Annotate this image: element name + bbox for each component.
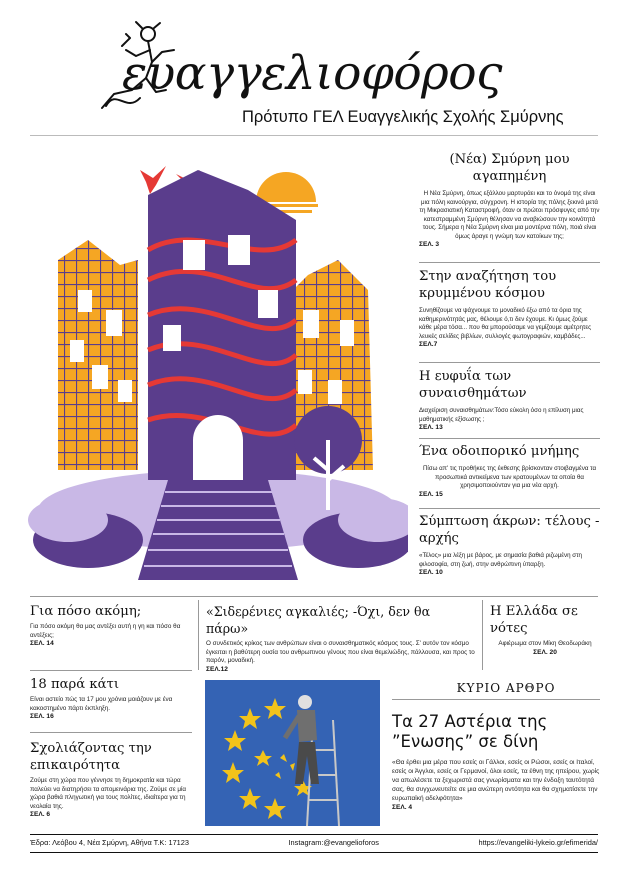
column-divider [198,600,199,670]
sidebar-item-end-beginning[interactable] [419,513,600,576]
column-divider [482,600,483,670]
lead-article-title[interactable]: Τα 27 Αστέρια της ”Ενωσης” σε δίνη [392,712,548,751]
lead-label-underline [392,699,600,700]
article-title: 18 παρά κάτι [30,677,120,692]
sidebar-divider [419,508,600,509]
article-summary: Ο συνδετικός κρίκος των ανθρώπων είναι ο συναισθηματικός κόσμος τους. Σ' αυτόν τον κόσμο έγκειται η βαθύτερη ουσία του ανθρωπινου γένους που είναι θεμελιώδης, πάλλουσα, και προς το παρόν, μοναδική. [206,640,475,665]
sidebar-divider [419,262,600,263]
footer-url[interactable]: https://evangeliki-lykeio.gr/efimerida/ [478,838,598,847]
masthead-title: ευαγγελιοφόρος [122,46,502,101]
page-ref: ΣΕΛ. 4 [392,804,413,811]
footer-address: Έδρα: Λεόβου 4, Νέα Σμύρνη, Αθήνα Τ.Κ: 17123 [30,838,190,847]
article-eighteen[interactable] [30,676,192,720]
article-summary: Αφιέρωμα στον Μίκη Θεοδωράκη [498,640,592,647]
article-title: Σχολιάζοντας την επικαιρότητα [30,741,152,773]
eu-flag-photo [205,680,380,826]
article-title: Ένα οδοιπορικό μνήμης [419,444,580,459]
masthead-subtitle: Πρότυπο ΓΕΛ Ευαγγελικής Σχολής Σμύρνης [242,108,564,126]
footer-instagram[interactable]: Instagram:@evangelioforos [288,838,379,847]
sidebar-item-smyrna[interactable] [419,151,600,248]
page-ref: ΣΕΛ. 15 [419,490,443,498]
page-ref: ΣΕΛ. 13 [419,424,443,431]
article-current-affairs[interactable] [30,740,192,818]
page-ref: ΣΕΛ. 14 [30,640,54,648]
page-ref: ΣΕΛ. 20 [533,648,557,656]
article-title: Η Ελλάδα σε νότες [490,604,578,636]
article-title: «Σιδερένιες αγκαλιές; -Όχι, δεν θα πάρω» [206,604,431,636]
sun-icon [256,172,316,202]
article-summary: Πίσω απ' τις προθήκες της έκθεσης βρίσκονταν στοιβαγμένα τα προσωπικά αντικείμενα των κρατουμένων τα οποία θα χρησιμοποιούνταν για μια νέα αρχή. [422,465,597,489]
article-title: Για πόσο ακόμη; [30,604,142,619]
footer [30,838,598,847]
footer-divider [30,834,598,835]
sidebar-divider [419,362,600,363]
lead-article-label: ΚΥΡΙΟ ΑΡΘΡΟ [456,681,556,695]
section-divider [30,732,192,733]
article-summary: Για πόσο ακόμη θα μας αντέξει αυτή η γη και πόσο θα αντέξεις; [30,623,181,639]
article-title: (Νέα) Σμύρνη μου αγαπημένη [449,152,570,184]
article-greece-notes[interactable] [490,603,600,656]
article-summary: Συνηθίζουμε να ψάχνουμε το μοναδικό έξω από τα όρια της καθημερινότητάς μας, θέλουμε ό,τι δεν έχουμε. Κι όμως ζούμε κάθε μέρα τόσα... που θα μπορούσαμε να γεμίζουμε αμέτρητες λευκές σελίδες βιβλίων, συλλογές φωτογραφιών, καμβάδες... [419,307,592,340]
article-summary: Είναι αστείο πώς τα 17 μου χρόνια μοιάζουν με ένα κακοστημένο πάρτι έκπληξη. [30,696,173,712]
article-summary: «Τέλος» μια λέξη με βάρος, με σημασία βαθιά ριζωμένη στη φιλοσοφία, στη ζωή, στην ανθρώπινη ύπαρξη. [419,552,582,568]
sidebar-item-emotions[interactable] [419,368,600,431]
footer-divider [30,852,598,853]
article-earth[interactable] [30,603,192,647]
section-divider [30,596,598,597]
article-summary: Η Νέα Σμύρνη, όπως εξάλλου μαρτυράει και το όνομά της είναι μια πόλη καινούργια, σύγχρονη. Η ιστορία της πόλης ξεκινά μετά τη Μικρασιατική Καταστροφή, όταν οι πρώτοι πρόσφυγες από την κατεστραμμένη Σμύρνη θέλησαν να αναβιώσουν την κοινότητά τους. Σήμερα η Νέα Σμύρνη είναι μια μοντέρνα πόλη, ποιά είναι όμως άραγε η γνώμη των κατοίκων της; [419,190,600,240]
article-summary: Ζούμε στη χώρα που γέννησε τη δημοκρατία και τώρα παλεύει να διατηρήσει τα απομεινάρια της. Ζούμε σε μία χώρα βαθιά πληγωτική για τους πολίτες, ιδιαίτερα για τη νεολαία της. [30,777,187,810]
page-ref: ΣΕΛ. 10 [419,569,443,576]
article-title: Στην αναζήτηση του κρυμμένου κόσμου [419,269,557,301]
lead-article-summary: «Θα έρθει μια μέρα που εσείς οι Γάλλοι, εσείς οι Ρώσοι, εσείς οι Ιταλοί, εσείς οι Άγγλοι, εσείς οι Γερμανοί, όλοι εσείς, τα έθνη της ηπείρου, χωρίς να απωλέσετε τα ξεχωριστά σας γνωρίσματα και την ένδοξη ταυτότητά σας, θα συγχωνευτείτε σε μια ανώτερη οντότητα και θα σχηματίσετε την ευρωπαϊκή αδελφότητα» [392,759,600,802]
page-ref: ΣΕΛ.7 [419,341,438,348]
article-title: Σύμπτωση άκρων: τέλους - αρχής [419,514,600,546]
article-summary: Διαχείριση συναισθημάτων:Τόσο εύκολη όσο η επίλυση μιας μαθηματικής εξίσωσης ; [419,407,584,423]
section-divider [30,670,192,671]
page-ref: ΣΕΛ. 16 [30,713,54,721]
lead-article-body [392,758,600,812]
page-ref: ΣΕΛ. 6 [30,811,51,819]
article-iron-hugs[interactable] [206,603,476,673]
cover-illustration [28,140,408,590]
article-title: Η ευφυΐα των συναισθημάτων [419,369,527,401]
page-ref: ΣΕΛ. 3 [419,241,440,248]
page-ref: ΣΕΛ.12 [206,665,228,673]
sidebar-item-hidden-world[interactable] [419,268,600,348]
masthead-divider [30,135,598,136]
sidebar-divider [419,438,600,439]
sidebar-item-memory[interactable] [419,443,600,498]
